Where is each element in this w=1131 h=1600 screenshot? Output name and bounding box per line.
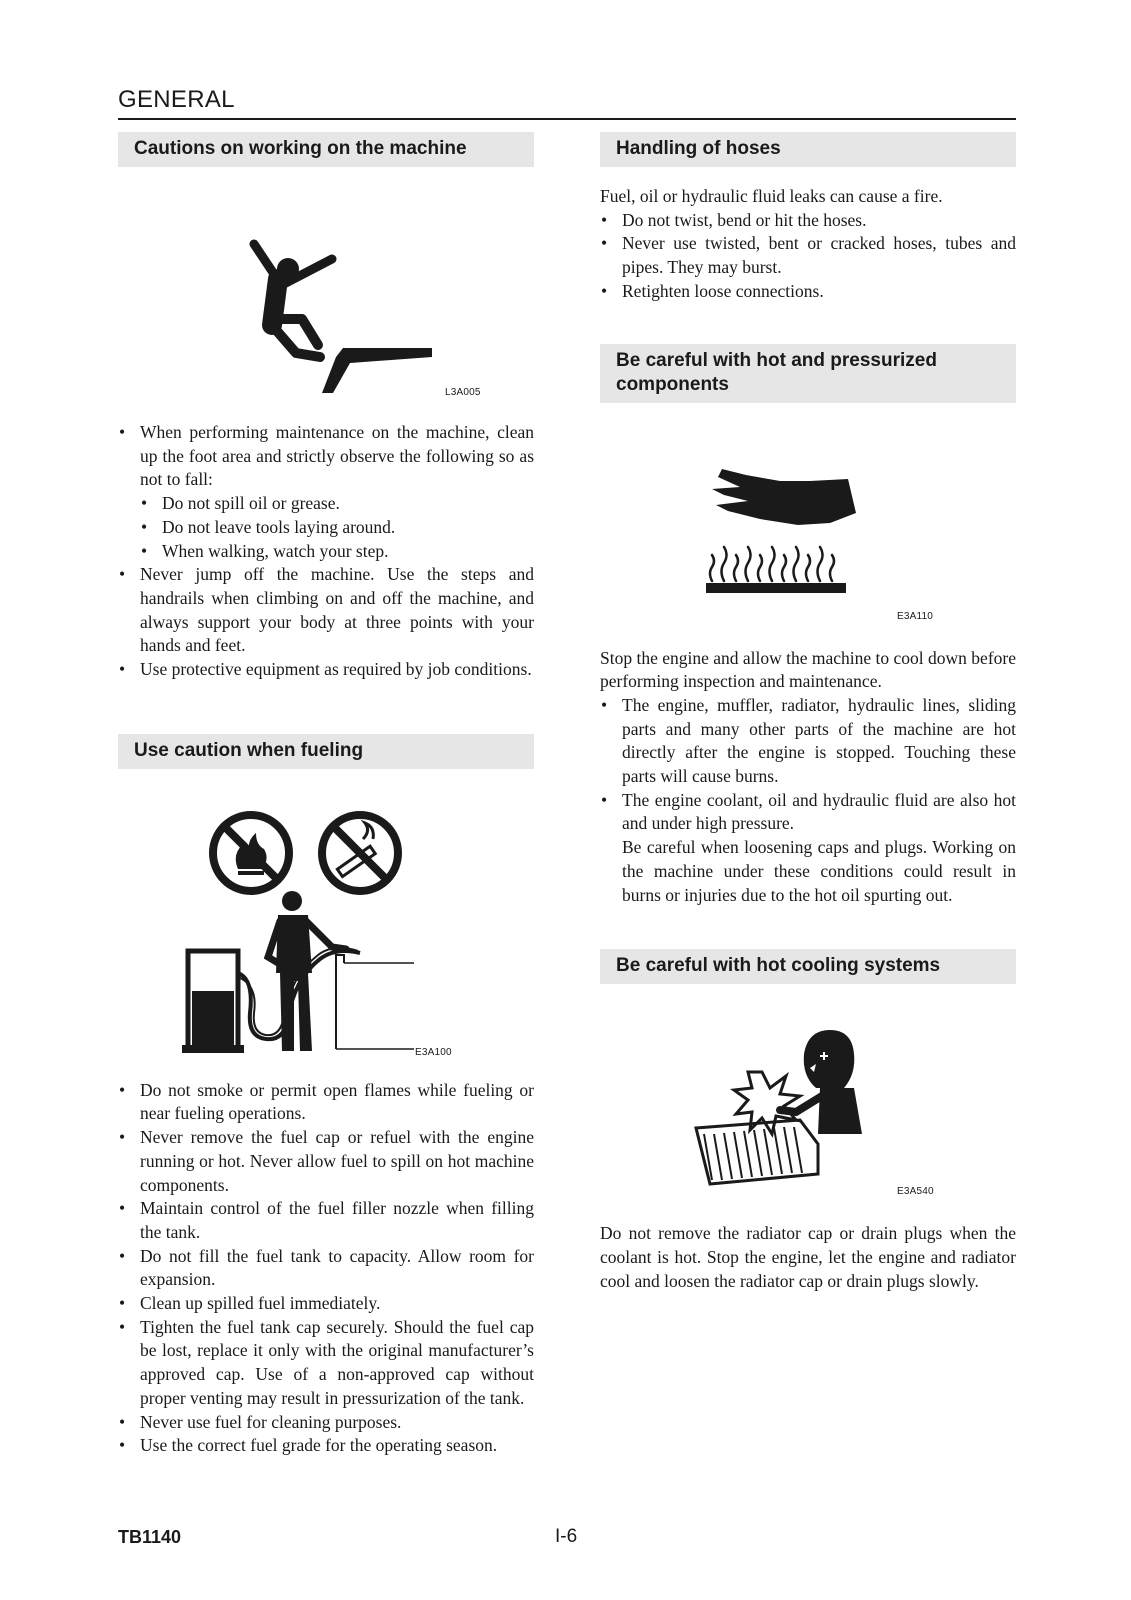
figure-code: E3A540	[897, 1186, 934, 1198]
radiator-steam-icon	[600, 984, 1016, 1208]
figure-code: E3A110	[897, 610, 934, 622]
left-column	[118, 132, 534, 1458]
footer-page-number: I-6	[555, 1526, 578, 1547]
section-heading-working-on-machine: Cautions on working on the machine	[118, 132, 534, 167]
hot-cooling-text	[600, 1222, 1016, 1293]
hot-surface-hand-icon	[600, 403, 1016, 633]
list-item: • Never jump off the machine. Use the steps and handrails when climbing on and off the machine, and always support your body at three points with your hands and feet.	[118, 563, 534, 658]
list-item: • When walking, watch your step.	[140, 540, 534, 564]
list-item: • Do not smoke or permit open flames while fueling or near fueling operations.	[118, 1079, 534, 1126]
figure-fall-warning	[118, 167, 534, 399]
list-item: • Never use fuel for cleaning purposes.	[118, 1411, 534, 1435]
fueling-text	[118, 1079, 534, 1458]
list-item: • Retighten loose connections.	[600, 280, 1016, 304]
list-item: • Use protective equipment as required by job conditions.	[118, 658, 534, 682]
list-item: • Do not spill oil or grease.	[140, 492, 534, 516]
right-column	[600, 132, 1016, 1293]
list-item: • Never use twisted, bent or cracked hoses, tubes and pipes. They may burst.	[600, 232, 1016, 279]
hot-pressurized-text	[600, 647, 1016, 908]
paragraph: Fuel, oil or hydraulic fluid leaks can cause a fire.	[600, 186, 943, 206]
list-item: • Maintain control of the fuel filler nozzle when filling the tank.	[118, 1197, 534, 1244]
list-item: • The engine, muffler, radiator, hydraulic lines, sliding parts and many other parts of the machine are hot directly after the engine is stopped. Touching these parts will cause burns.	[600, 694, 1016, 789]
list-item: • Do not leave tools laying around.	[140, 516, 534, 540]
paragraph: Stop the engine and allow the machine to cool down before performing inspection and maintenance.	[600, 647, 1016, 692]
figure-code: E3A100	[415, 1046, 452, 1058]
working-on-machine-text	[118, 421, 534, 682]
page-header-title: GENERAL	[118, 86, 235, 113]
list-item: • Clean up spilled fuel immediately.	[118, 1292, 534, 1316]
header-rule	[118, 118, 1016, 120]
section-heading-hot-cooling: Be careful with hot cooling systems	[600, 949, 1016, 984]
list-item: • When performing maintenance on the machine, clean up the foot area and strictly observe the following so as not to fall: • Do not spill oil or grease. • Do not leave tools laying around. • When walking, watch your step.	[118, 421, 534, 563]
hoses-text	[600, 185, 1016, 304]
figure-code: L3A005	[445, 387, 481, 398]
list-item: • Do not twist, bend or hit the hoses.	[600, 209, 1016, 233]
falling-person-icon	[118, 167, 534, 399]
list-item: • Tighten the fuel tank cap securely. Should the fuel cap be lost, replace it only with the original manufacturer’s approved cap. Use of a non-approved cap without proper venting may result in pressurization of the tank.	[118, 1316, 534, 1411]
section-heading-hot-pressurized: Be careful with hot and pressurized components	[600, 344, 1016, 403]
list-item: • Do not fill the fuel tank to capacity. Allow room for expansion.	[118, 1245, 534, 1292]
paragraph: Do not remove the radiator cap or drain plugs when the coolant is hot. Stop the engine, let the engine and radiator cool and loosen the radiator cap or drain plugs slowly.	[600, 1223, 1016, 1291]
figure-hot-radiator	[600, 984, 1016, 1208]
footer-model-code: TB1140	[118, 1527, 182, 1547]
list-item: • Use the correct fuel grade for the operating season.	[118, 1434, 534, 1458]
sub-list	[140, 492, 534, 563]
list-item: • Never remove the fuel cap or refuel with the engine running or hot. Never allow fuel to spill on hot machine components.	[118, 1126, 534, 1197]
no-smoking-fueling-icon	[118, 769, 534, 1055]
figure-fueling	[118, 769, 534, 1058]
section-heading-hoses: Handling of hoses	[600, 132, 1016, 167]
list-item: • The engine coolant, oil and hydraulic fluid are also hot and under high pressure. Be careful when loosening caps and plugs. Working on the machine under these conditions could result in burns or injuries due to the hot oil spurting out.	[600, 789, 1016, 908]
figure-hot-surface	[600, 403, 1016, 633]
section-heading-fueling: Use caution when fueling	[118, 734, 534, 769]
